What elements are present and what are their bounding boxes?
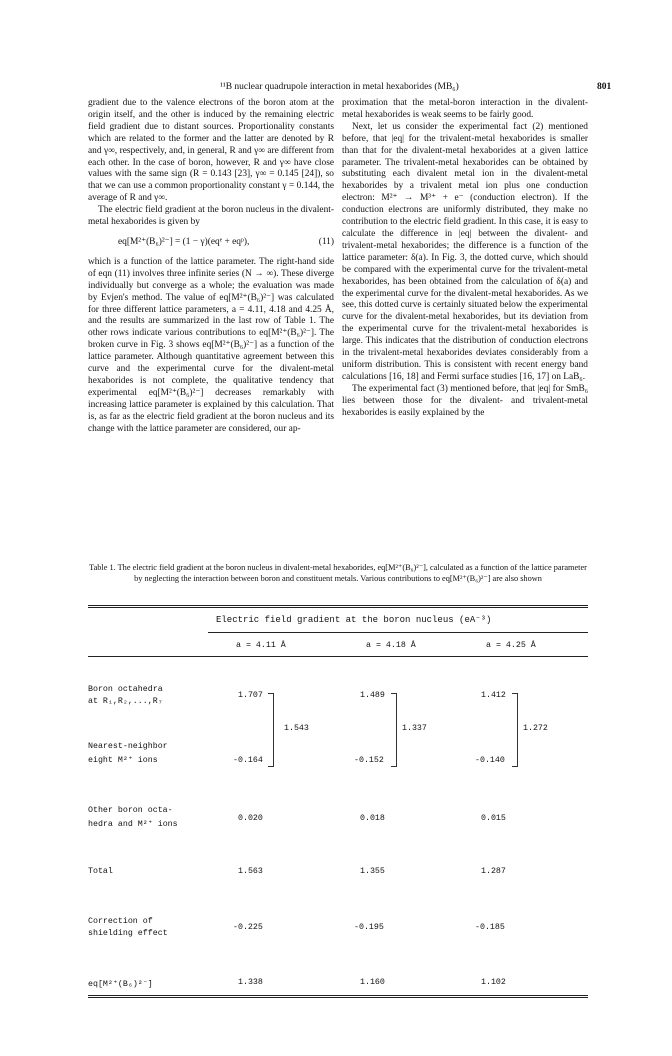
left-paragraph-2: The electric field gradient at the boron nucleus in the divalent-metal hexaborides is given by (88, 205, 334, 228)
cell-sum-3: 1.272 (523, 724, 548, 733)
cell-total-3: 1.287 (481, 867, 506, 876)
cell-eq-3: 1.102 (481, 978, 506, 987)
equation-11 (88, 237, 334, 249)
cell-nn-3: -0.140 (475, 756, 505, 765)
row-label-total: Total (88, 867, 113, 876)
row-label-boron-oct-2: at R₁,R₂,...,R₇ (88, 697, 163, 706)
cell-nn-1: -0.164 (233, 756, 263, 765)
table-bottom-rule-2 (88, 997, 588, 998)
sum-bracket-2 (391, 693, 397, 767)
table-top-rule-2 (88, 607, 588, 608)
equation-number: (11) (318, 236, 334, 247)
table-header-rule (208, 632, 588, 633)
cell-sum-2: 1.337 (402, 724, 427, 733)
right-paragraph-1: proximation that the metal-boron interaction in the divalent-metal hexaborides is weak seems to be fairly good. (342, 98, 588, 120)
cell-nn-2: -0.152 (354, 756, 384, 765)
col-header-1: a = 4.11 Å (236, 641, 286, 650)
row-label-eq: eq[M²⁺(B₆)²⁻] (88, 980, 153, 989)
row-label-other-2: hedra and M²⁺ ions (88, 820, 178, 829)
cell-eq-1: 1.338 (238, 978, 263, 987)
right-paragraph-3: The experimental fact (3) mentioned before, that |eq| for SmB₆ lies between those for the divalent- and trivalent-metal hexaborides is easily explained by the (342, 383, 588, 418)
left-column (88, 98, 334, 435)
cell-corr-3: -0.185 (475, 923, 505, 932)
table-1 (88, 605, 588, 1025)
row-label-corr-1: Correction of (88, 917, 153, 926)
col-header-3: a = 4.25 Å (486, 641, 536, 650)
equation-text: eq[M²⁺(B₆)²⁻] = (1 − γ)(eqᵉ + eqᵖ), (118, 236, 250, 247)
cell-boron-oct-2: 1.489 (360, 691, 385, 700)
table-bottom-rule (88, 995, 588, 996)
sum-bracket-3 (512, 693, 518, 767)
left-paragraph-1: gradient due to the valence electrons of the boron atom at the origin itself, and the other is induced by the remaining electric field gradient due to distant sources. Proportionality constants which are related to the former and the latter are denoted by R and γ∞, respectively, and, in general, R and γ∞ are different from each other. In the case of boron, however, R and γ∞ have close values with the same sign (R = 0.143 [23], γ∞ = 0.145 [24]), so that we can use a common proportionality constant γ = 0.144, the average of R and γ∞. (88, 98, 334, 204)
left-paragraph-3: which is a function of the lattice parameter. The right-hand side of eqn (11) involves three infinite series (N → ∞). These diverge individually but converge as a whole; the evaluation was made by Evjen's method. The value of eq[M²⁺(B₆)²⁻] was calculated for three different lattice parameters, a = 4.11, 4.18 and 4.25 Å, and the results are summarized in the last row of Table 1. The other rows indicate various contributions to eq[M²⁺(B₆)²⁻]. The broken curve in Fig. 3 shows eq[M²⁺(B₆)²⁻] as a function of the lattice parameter. Although quantitative agreement between this curve and the experimental curve for the divalent-metal hexaborides is not complete, the qualitative tendency that experimental eq[M²⁺(B₆)²⁻] decreases remarkably with increasing lattice parameter is explained by this calculation. That is, as far as the electric field gradient at the boron nucleus and its change with the lattice parameter are considered, our ap- (88, 256, 334, 434)
row-label-other-1: Other boron octa- (88, 806, 173, 815)
cell-other-2: 0.018 (360, 814, 385, 823)
cell-other-1: 0.020 (238, 814, 263, 823)
row-label-nn-1: Nearest-neighbor (88, 742, 168, 751)
table-main-header: Electric field gradient at the boron nucleus (eA⁻³) (216, 615, 492, 625)
cell-sum-1: 1.543 (284, 724, 309, 733)
cell-total-2: 1.355 (360, 867, 385, 876)
row-label-boron-oct-1: Boron octahedra (88, 685, 163, 694)
running-title: ¹¹B nuclear quadrupole interaction in metal hexaborides (MB₆) (220, 82, 459, 92)
right-column (342, 98, 588, 419)
cell-other-3: 0.015 (481, 814, 506, 823)
row-label-nn-2: eight M²⁺ ions (88, 756, 158, 765)
cell-corr-2: -0.195 (354, 923, 384, 932)
table-caption: Table 1. The electric field gradient at the boron nucleus in divalent-metal hexaborides, eq[M²⁺(B₆)²⁻], calculated as a function of the lattice parameter by neglecting the interaction between boron and constituent metals. Various contributions to eq[M²⁺(B₆)²⁻] are also shown (89, 563, 587, 583)
col-header-2: a = 4.18 Å (366, 641, 416, 650)
cell-boron-oct-3: 1.412 (481, 691, 506, 700)
cell-eq-2: 1.160 (360, 978, 385, 987)
cell-total-1: 1.563 (238, 867, 263, 876)
row-label-corr-2: shielding effect (88, 929, 168, 938)
table-top-rule (88, 605, 588, 606)
sum-bracket-1 (268, 693, 274, 767)
right-paragraph-2: Next, let us consider the experimental fact (2) mentioned before, that |eq| for the trivalent-metal hexaborides is smaller than that for the divalent-metal hexaborides at a given lattice parameter. The trivalent-metal hexaborides can be obtained by substituting each divalent metal ion in the divalent-metal hexaborides by a trivalent metal ion plus one conduction electron: M²⁺ → M³⁺ + e⁻ (conduction electron). If the conduction electrons are uniformly distributed, they make no contribution to the electric field gradient. In this case, it is easy to calculate the difference in |eq| between the divalent- and trivalent-metal hexaborides; the difference is a function of the lattice parameter: δ(a). In Fig. 3, the dotted curve, which should be compared with the experimental curve for the trivalent-metal hexaborides, has been obtained from the calculation of δ(a) and the experimental curve for the divalent-metal hexaborides. As we see, this dotted curve is certainly situated below the experimental curve for the divalent-metal hexaborides, but its deviation from the experimental curve for the trivalent-metal hexaborides is large. This indicates that the distribution of conduction electrons in the trivalent-metal hexaborides deviates considerably from a uniform distribution. This is consistent with recent energy band calculations [16, 18] and Fermi surface studies [16, 17] on LaB₆. (342, 121, 588, 382)
page-number: 801 (597, 82, 612, 92)
cell-corr-1: -0.225 (233, 923, 263, 932)
cell-boron-oct-1: 1.707 (238, 691, 263, 700)
table-subheader-rule (88, 656, 588, 657)
